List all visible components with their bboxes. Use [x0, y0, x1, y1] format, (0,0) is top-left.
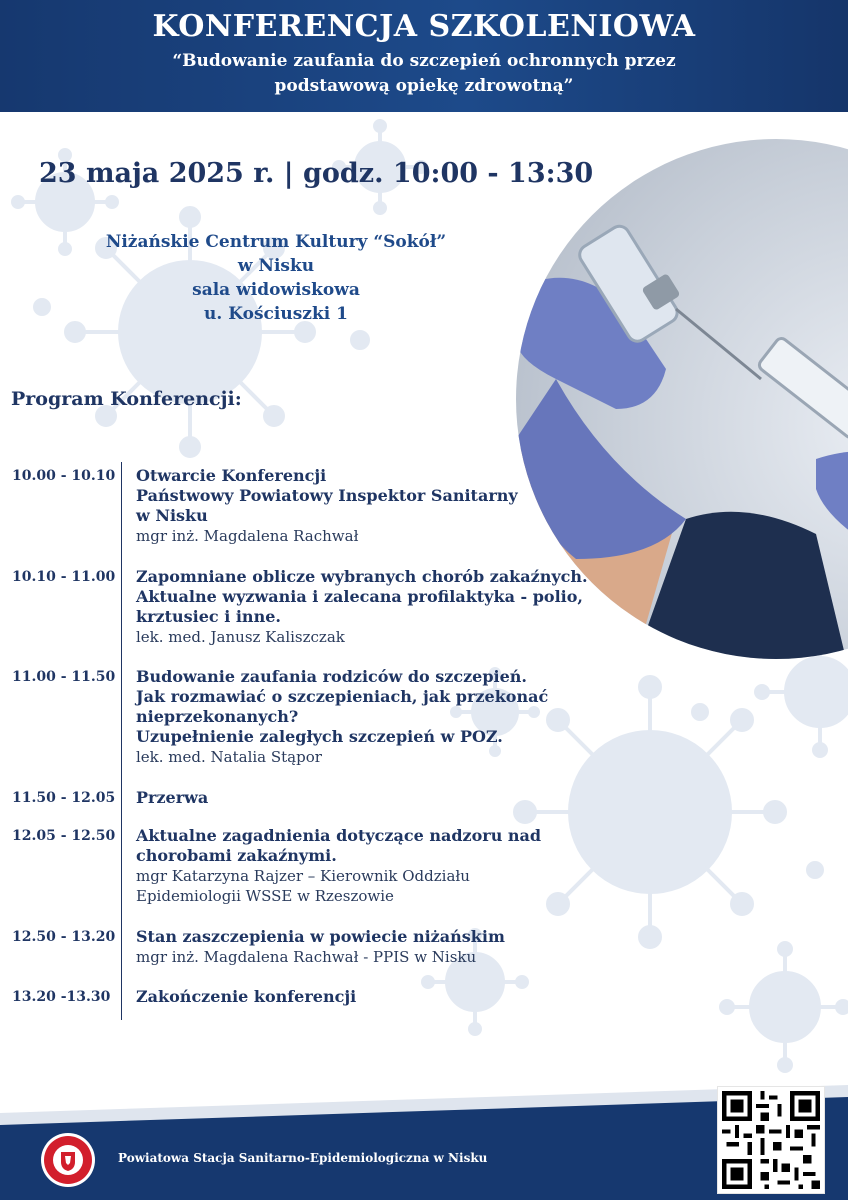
- program-description: [136, 466, 596, 546]
- program-title: Przerwa: [136, 788, 209, 807]
- sanitary-inspection-logo: [40, 1132, 96, 1188]
- event-date-time: 23 maja 2025 r. | godz. 10:00 - 13:30: [39, 158, 594, 189]
- program-speaker: mgr inż. Magdalena Rachwał - PPIS w Nisku: [136, 948, 477, 966]
- event-venue: [96, 230, 456, 326]
- program-speaker: mgr Katarzyna Rajzer – Kierownik Oddziału Epidemiologii WSSE w Rzeszowie: [136, 867, 470, 905]
- program-heading: Program Konferencji:: [11, 388, 242, 410]
- organization-name: Powiatowa Stacja Sanitarno-Epidemiologiczna w Nisku: [118, 1151, 488, 1165]
- program-time: 11.00 - 11.50: [12, 669, 116, 685]
- conference-subtitle: “Budowanie zaufania do szczepień ochronnych przez podstawową opiekę zdrowotną”: [172, 51, 676, 96]
- program-description: [136, 927, 596, 967]
- qr-code[interactable]: [717, 1086, 825, 1194]
- program-title: Zapomniane oblicze wybranych chorób zakaźnych. Aktualne wyzwania i zalecana profilaktyka - polio, krztusiec i inne.: [136, 567, 588, 626]
- program-speaker: lek. med. Janusz Kaliszczak: [136, 628, 345, 646]
- program-speaker: mgr inż. Magdalena Rachwał: [136, 527, 359, 545]
- program-title: Otwarcie Konferencji Państwowy Powiatowy Inspektor Sanitarny w Nisku: [136, 466, 518, 525]
- program-time: 13.20 -13.30: [12, 989, 111, 1005]
- program-speaker: lek. med. Natalia Stąpor: [136, 748, 322, 766]
- program-title: Zakończenie konferencji: [136, 987, 357, 1006]
- program-title: Budowanie zaufania rodziców do szczepień. Jak rozmawiać o szczepieniach, jak przekonać nieprzekonanych? Uzupełnienie zaległych szczepień w POZ.: [136, 667, 549, 746]
- virus-icon: [721, 943, 848, 1071]
- program-time: 12.50 - 13.20: [12, 929, 116, 945]
- program-description: [136, 788, 596, 808]
- program-time: 10.10 - 11.00: [12, 569, 116, 585]
- header-banner: [0, 0, 848, 112]
- schedule-divider: [121, 462, 122, 1020]
- program-description: [136, 987, 596, 1007]
- venue-name: Niżańskie Centrum Kultury “Sokół”: [105, 232, 447, 252]
- program-title: Aktualne zagadnienia dotyczące nadzoru nad chorobami zakaźnymi.: [136, 826, 542, 865]
- program-time: 11.50 - 12.05: [12, 790, 116, 806]
- venue-city: w Nisku: [237, 256, 315, 276]
- program-time: 12.05 - 12.50: [12, 828, 116, 844]
- venue-room: sala widowiskowa: [192, 280, 360, 300]
- program-description: [136, 667, 596, 767]
- program-time: 10.00 - 10.10: [12, 468, 116, 484]
- program-description: [136, 567, 596, 647]
- conference-title: KONFERENCJA SZKOLENIOWA: [152, 9, 696, 44]
- program-title: Stan zaszczepienia w powiecie niżańskim: [136, 927, 505, 946]
- program-description: [136, 826, 596, 906]
- venue-address: u. Kościuszki 1: [204, 304, 348, 324]
